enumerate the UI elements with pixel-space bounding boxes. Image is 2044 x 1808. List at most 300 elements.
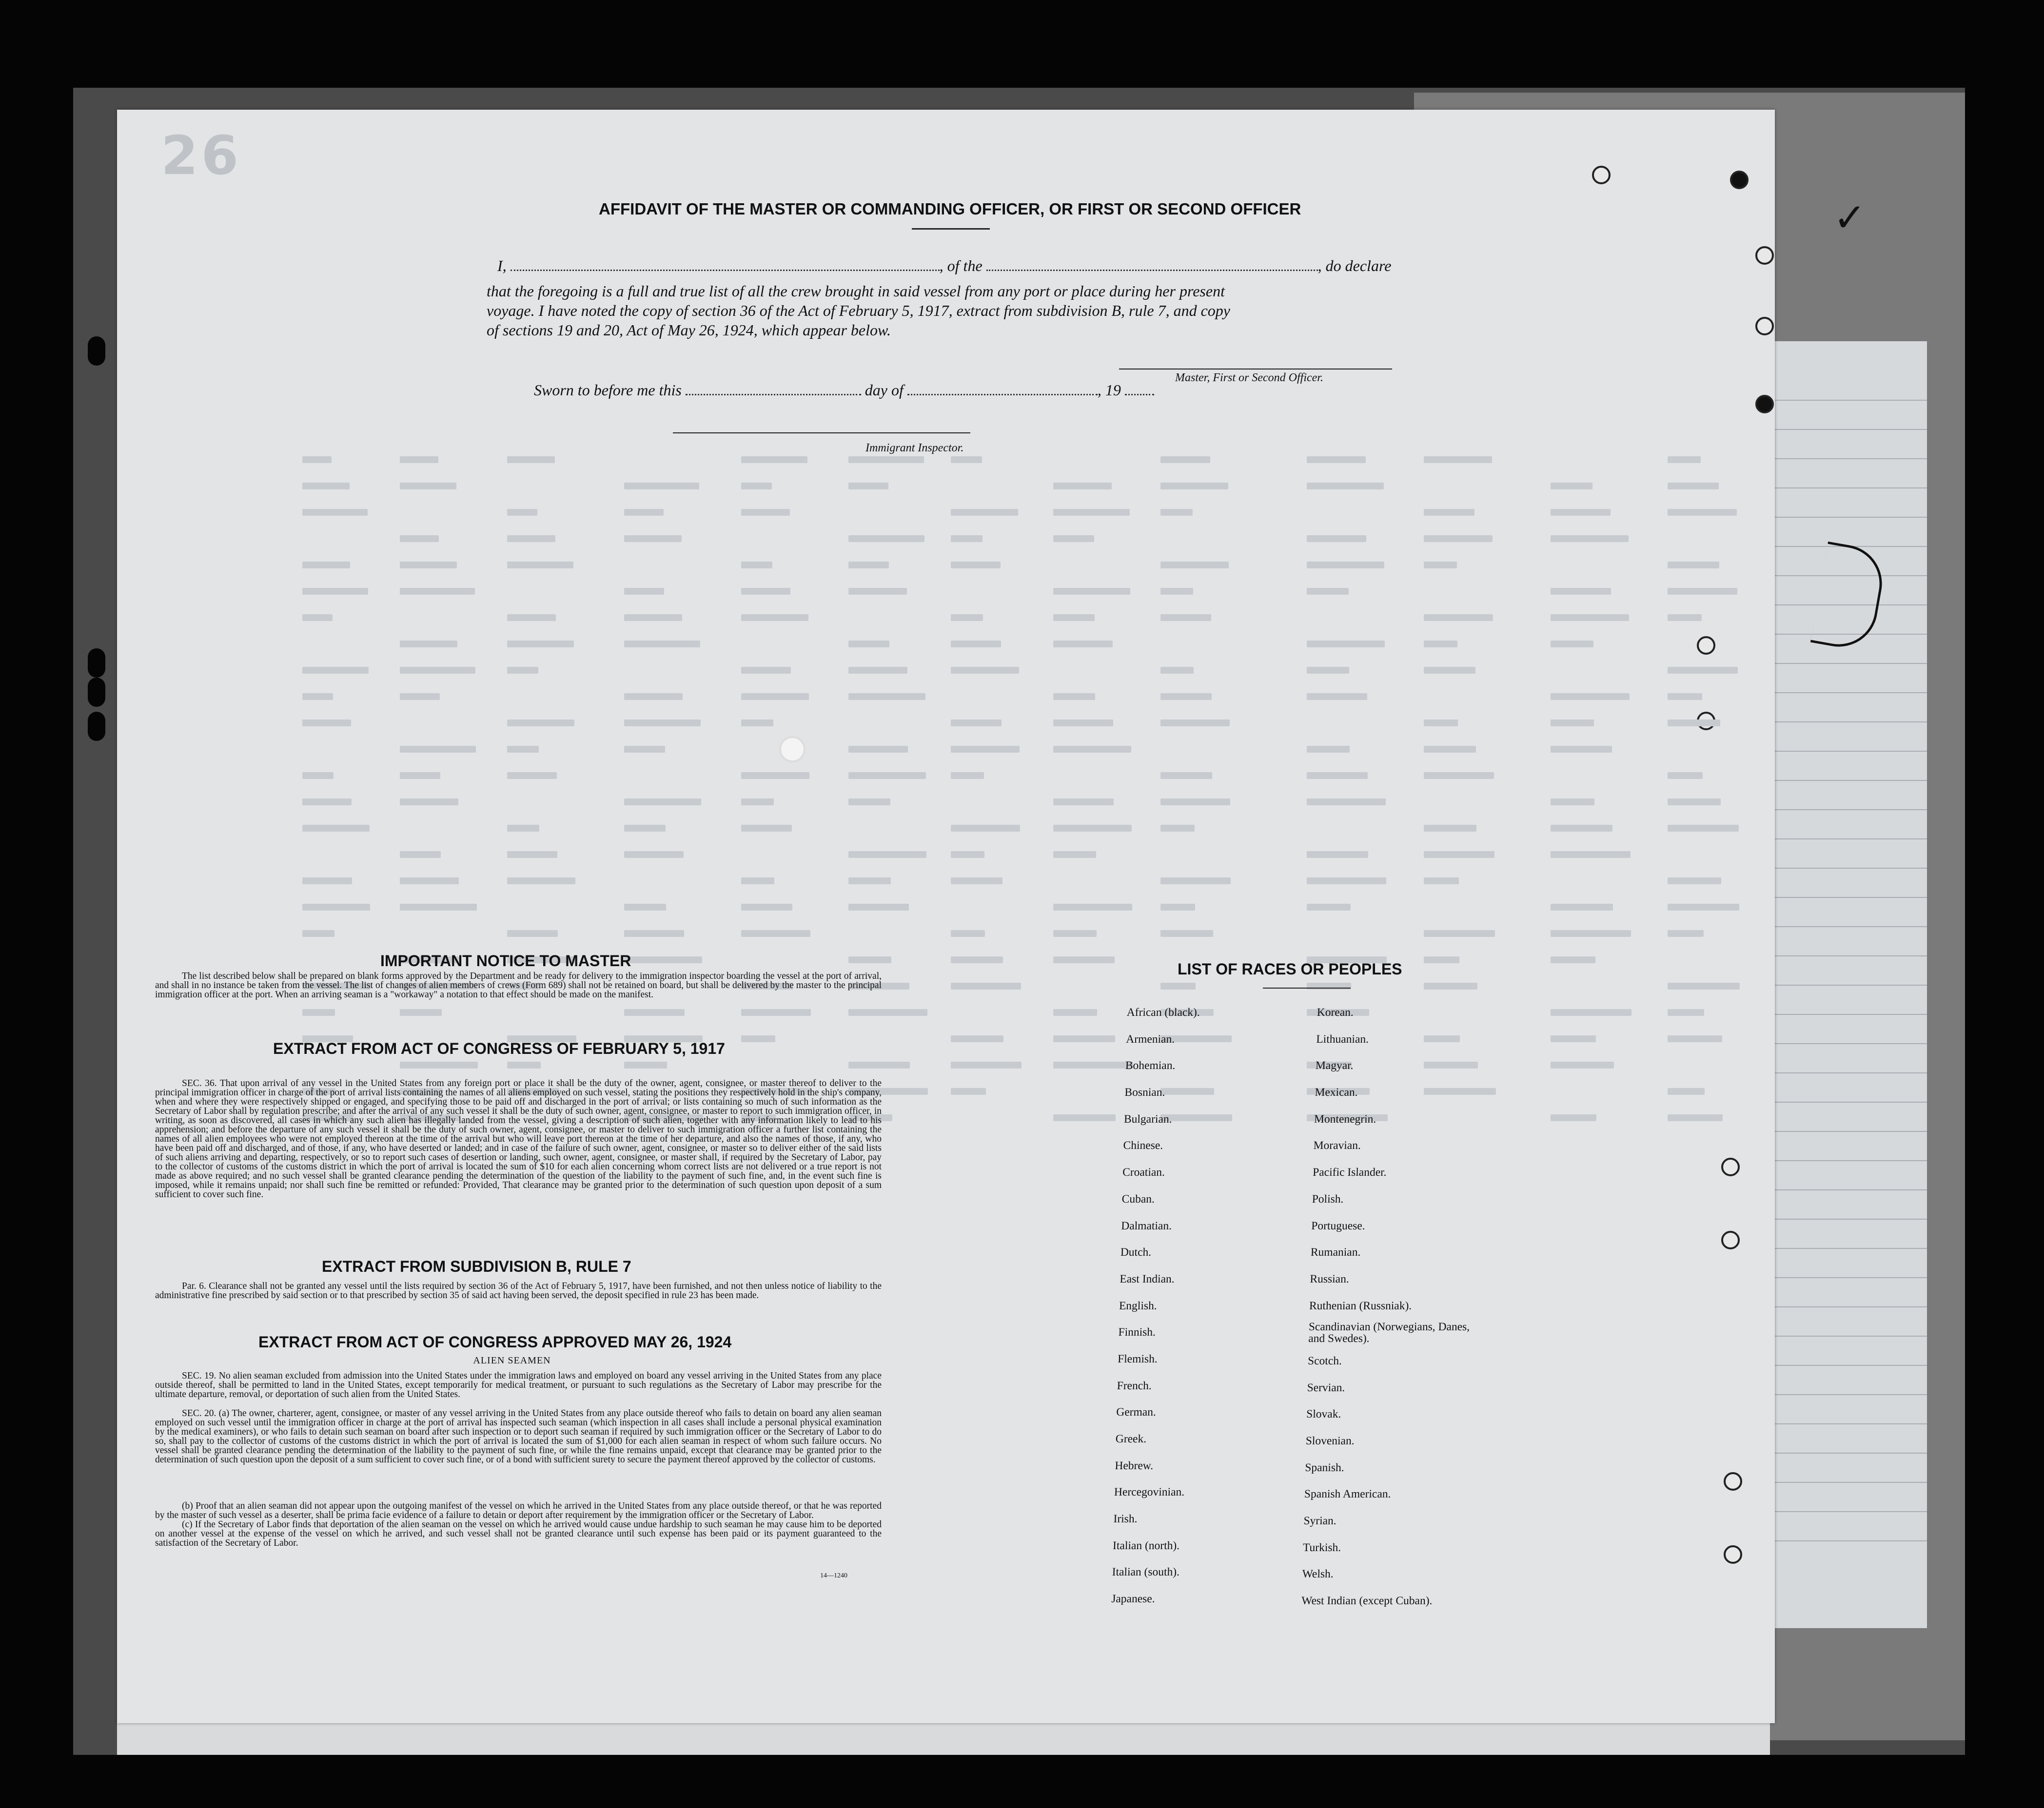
ghost-cell: [1551, 746, 1612, 753]
ring-hole-icon: [1730, 171, 1749, 189]
ghost-cell: [302, 798, 352, 805]
ghost-cell: [507, 746, 539, 753]
race-item: Armenian.: [1125, 1032, 1175, 1046]
race-item: Lithuanian.: [1316, 1032, 1369, 1046]
ghost-cell: [1160, 456, 1210, 463]
ghost-cell: [624, 930, 684, 937]
ghost-cell: [848, 535, 924, 542]
ghost-cell: [1668, 772, 1703, 779]
race-item: African (black).: [1126, 1006, 1200, 1019]
ghost-cell: [741, 562, 772, 568]
races-title: LIST OF RACES OR PEOPLES: [1178, 960, 1402, 978]
extract-1924-title: EXTRACT FROM ACT OF CONGRESS APPROVED MAY 26, 1924: [258, 1333, 732, 1351]
race-item: Italian (north).: [1112, 1539, 1180, 1552]
ghost-cell: [1160, 930, 1213, 937]
race-item: Hercegovinian.: [1114, 1486, 1185, 1499]
ghost-cell: [302, 930, 334, 937]
ghost-cell: [1053, 614, 1095, 621]
punch-hole: [88, 712, 105, 741]
ghost-cell: [1668, 1088, 1705, 1095]
ghost-cell: [507, 1062, 541, 1069]
ghost-cell: [951, 1062, 1022, 1069]
ghost-cell: [848, 1062, 910, 1069]
ghost-cell: [507, 535, 555, 542]
ghost-cell: [951, 877, 1002, 884]
ghost-cell: [951, 535, 983, 542]
ghost-cell: [1551, 798, 1594, 805]
ghost-row: [302, 659, 1741, 685]
ghost-cell: [951, 1088, 986, 1095]
ghost-cell: [1053, 930, 1097, 937]
ghost-cell: [1053, 588, 1130, 595]
handwritten-mark: ✓: [1833, 195, 1867, 240]
ghost-cell: [1053, 1062, 1133, 1069]
ghost-cell: [1424, 509, 1474, 516]
ghost-cell: [1160, 772, 1212, 779]
ghost-cell: [848, 798, 890, 805]
ghost-cell: [1160, 667, 1194, 674]
ghost-cell: [1307, 746, 1350, 753]
ghost-cell: [624, 641, 700, 647]
ghost-cell: [624, 798, 701, 805]
ghost-cell: [1668, 483, 1719, 489]
ghost-row: [302, 448, 1741, 475]
ghost-cell: [624, 719, 701, 726]
ghost-cell: [1424, 614, 1493, 621]
ghost-cell: [848, 904, 909, 911]
race-item: Slovak.: [1306, 1408, 1341, 1421]
ghost-row: [302, 791, 1741, 817]
ghost-cell: [1160, 798, 1230, 805]
ghost-cell: [1053, 1114, 1116, 1121]
declaration-line-2: that the foregoing is a full and true list of all the crew brought in said vessel from any port or place during her present: [487, 282, 1225, 300]
ghost-cell: [1307, 904, 1351, 911]
ghost-cell: [848, 641, 889, 647]
ghost-cell: [1668, 798, 1721, 805]
ghost-cell: [1160, 719, 1230, 726]
ghost-cell: [1053, 851, 1096, 858]
ghost-cell: [302, 1009, 335, 1016]
ghost-cell: [400, 1009, 442, 1016]
ghost-row: [302, 527, 1741, 554]
ghost-cell: [507, 641, 574, 647]
ghost-cell: [507, 772, 557, 779]
race-item: East Indian.: [1120, 1272, 1175, 1285]
bleed-through-manifest: [302, 448, 1741, 1131]
ghost-cell: [1551, 1062, 1614, 1069]
ghost-cell: [1551, 535, 1629, 542]
ghost-cell: [951, 983, 1021, 990]
ghost-cell: [1307, 456, 1366, 463]
ghost-cell: [624, 746, 665, 753]
ghost-cell: [741, 877, 774, 884]
ghost-cell: [1053, 509, 1130, 516]
ghost-cell: [400, 798, 458, 805]
notice-title: IMPORTANT NOTICE TO MASTER: [380, 952, 631, 970]
ghost-row: [302, 1054, 1741, 1080]
ghost-cell: [848, 746, 908, 753]
ghost-cell: [1307, 693, 1367, 700]
ghost-cell: [1053, 904, 1132, 911]
ghost-cell: [400, 851, 441, 858]
ghost-cell: [400, 667, 475, 674]
ghost-cell: [741, 1009, 811, 1016]
ghost-cell: [400, 535, 439, 542]
ghost-cell: [1053, 483, 1112, 489]
race-item: Finnish.: [1118, 1326, 1156, 1339]
ring-hole-icon: [1721, 1158, 1740, 1176]
ghost-cell: [302, 588, 368, 595]
ghost-cell: [1424, 719, 1458, 726]
race-item: Bohemian.: [1125, 1059, 1176, 1072]
ghost-cell: [741, 483, 772, 489]
ghost-cell: [741, 667, 791, 674]
declaration-line-4: of sections 19 and 20, Act of May 26, 1924, which appear below.: [487, 321, 891, 339]
rule7-title: EXTRACT FROM SUBDIVISION B, RULE 7: [322, 1258, 631, 1275]
ghost-cell: [1424, 535, 1493, 542]
sec19-text: SEC. 19. No alien seaman excluded from admission into the United States under the immigration laws and employed on board any vessel arriving in the United States from any place outside thereof, shall be permitted to land in the United States, except temporarily for medical treatment, or pursuant to such regulations as the Secretary of Labor may prescribe for the ultimate departure, removal, or deportation of such alien from the United States.: [155, 1371, 882, 1400]
race-item: Montenegrin.: [1314, 1112, 1376, 1126]
race-item: Servian.: [1307, 1381, 1345, 1394]
ghost-cell: [624, 483, 699, 489]
ghost-cell: [624, 509, 664, 516]
sec20a-text: SEC. 20. (a) The owner, charterer, agent, consignee, or master of any vessel arriving in the United States from any place outside thereof who fails to detain on board any alien seaman employed on such vessel until the immigration officer in charge at the port of arrival has inspected such seaman (which inspection in all cases shall include a personal physical examination by the medical examiners), or who fails to detain such seaman on board after such inspection or to deport such seaman if required by such immigration officer or the Secretary of Labor to do so, shall pay to the collector of customs of the customs district in which the port of arrival is located the sum of $1,000 for each alien seaman in respect of whom such failure occurs. No vessel shall be granted clearance pending the determination of the liability to the payment of such fine, or while the fine remains unpaid, except that clearance may be granted prior to the determination of such question upon the deposit of a sum sufficient to cover such fine, or of a bond with sufficient surety to secure the payment thereof approved by the collector of customs.: [155, 1408, 882, 1465]
ghost-cell: [1053, 719, 1113, 726]
ghost-cell: [507, 614, 556, 621]
ghost-cell: [1053, 825, 1132, 832]
race-item: Welsh.: [1302, 1568, 1334, 1581]
ghost-cell: [1160, 904, 1195, 911]
ghost-cell: [848, 851, 926, 858]
ghost-cell: [951, 667, 1019, 674]
ghost-cell: [1551, 956, 1595, 963]
ghost-cell: [624, 825, 666, 832]
ghost-cell: [400, 746, 476, 753]
ghost-cell: [400, 693, 440, 700]
ghost-cell: [302, 877, 352, 884]
sec20c-text: (c) If the Secretary of Labor finds that deportation of the alien seaman on the vessel on which he arrived would cause undue hardship to such seaman he may cause him to be deported on another vessel at the expense of the vessel on which he arrived, and such vessel shall not be granted clearance until such expense has been paid or its payment guaranteed to the satisfaction of the Secretary of Labor.: [155, 1519, 882, 1548]
ghost-cell: [507, 456, 555, 463]
ring-hole-icon: [1755, 246, 1774, 265]
ghost-cell: [1551, 1114, 1596, 1121]
ghost-cell: [507, 667, 538, 674]
ghost-cell: [741, 772, 809, 779]
race-item: Rumanian.: [1310, 1246, 1361, 1259]
race-item: Moravian.: [1313, 1139, 1361, 1152]
ghost-cell: [951, 746, 1020, 753]
ghost-cell: [848, 456, 924, 463]
inspector-caption: Immigrant Inspector.: [865, 442, 964, 454]
ghost-cell: [1551, 614, 1629, 621]
ghost-cell: [741, 825, 792, 832]
ghost-cell: [1551, 904, 1613, 911]
ghost-cell: [1551, 930, 1631, 937]
punch-hole: [88, 336, 105, 366]
ghost-cell: [1307, 877, 1386, 884]
races-right-column: [1301, 999, 1493, 1614]
ghost-cell: [951, 956, 1003, 963]
race-item: Italian (south).: [1112, 1566, 1180, 1579]
ghost-cell: [302, 509, 368, 516]
ghost-cell: [1668, 930, 1704, 937]
ghost-cell: [951, 562, 1001, 568]
ghost-cell: [1668, 1114, 1723, 1121]
ghost-cell: [1424, 825, 1476, 832]
declaration-line-1: I, , of the , do declare: [497, 257, 1392, 274]
ring-hole-icon: [1724, 1545, 1742, 1564]
inspector-signature-line: [673, 432, 970, 433]
ghost-cell: [302, 693, 333, 700]
race-item: West Indian (except Cuban).: [1301, 1594, 1433, 1608]
ghost-row: [302, 685, 1741, 712]
extract-1917-text: SEC. 36. That upon arrival of any vessel in the United States from any foreign port or place it shall be the duty of the owner, agent, consignee, or master thereof to deliver to the principal immigration officer in charge of the port of arrival lists containing the names of all aliens employed on such vessel, stating the positions they respectively hold in the ship's company, when and where they were respectively shipped or engaged, and specifying those to be paid off and discharged in the port of arrival; or lists containing so much of such information as the Secretary of Labor shall by regulation prescribe; and after the arrival of any such vessel it shall be the duty of such owner, agent, consignee, or master to report to such immigration officer, in writing, as soon as discovered, all cases in which any such alien has illegally landed from the vessel, giving a description of such alien, together with any information likely to lead to his apprehension; and before the departure of any such vessel it shall be the duty of such owner, agent, consignee, or master to deliver to such immigration officer a further list containing the names of all alien employees who were not employed thereon at the time of the arrival but who will leave port thereon at the time of her departure, and also the names of those, if any, who have been paid off and discharged, and of those, if any, who have deserted or landed; and in case of the failure of such owner, agent, consignee, or master so to deliver either of the said lists of such aliens arriving and departing, respectively, or so to report such cases of desertion or landing, such owner, agent, consignee, or master shall, if required by the Secretary of Labor, pay to the collector of customs of the customs district in which the port of arrival is located the sum of $10 for each alien concerning whom correct lists are not delivered or a true report is not made as above required; and no such vessel shall be granted clearance pending the determination of the question of the liability to the payment of such fine, and, in the event such fine is imposed, while it remains unpaid; nor shall such fine be remitted or refunded: Provided, That clearance may be granted prior to the determination of such question upon deposit of a sum sufficient to cover such fine.: [155, 1078, 882, 1200]
ghost-cell: [400, 588, 475, 595]
race-item: Dalmatian.: [1120, 1219, 1172, 1232]
race-item: Polish.: [1312, 1192, 1344, 1205]
ghost-cell: [624, 904, 666, 911]
ghost-cell: [1551, 719, 1594, 726]
declaration-line-3: voyage. I have noted the copy of section 36 of the Act of February 5, 1917, extract from subdivision B, rule 7, and copy: [487, 302, 1230, 319]
race-item: Scotch.: [1307, 1354, 1342, 1367]
ghost-cell: [507, 719, 574, 726]
ghost-cell: [951, 825, 1020, 832]
ghost-cell: [507, 509, 537, 516]
ghost-cell: [400, 772, 440, 779]
ghost-cell: [1668, 693, 1702, 700]
race-item: English.: [1119, 1299, 1158, 1312]
ring-hole-icon: [1721, 1231, 1740, 1249]
race-item: Magyar.: [1315, 1059, 1354, 1072]
ghost-cell: [624, 956, 702, 963]
ghost-cell: [1053, 956, 1115, 963]
ghost-cell: [1160, 614, 1211, 621]
ghost-cell: [1424, 746, 1476, 753]
race-item: Korean.: [1317, 1006, 1354, 1019]
ghost-row: [302, 870, 1741, 896]
race-item: Mexican.: [1315, 1086, 1358, 1099]
race-item: Chinese.: [1123, 1139, 1163, 1152]
sec20b-text: (b) Proof that an alien seaman did not appear upon the outgoing manifest of the vessel on which he arrived in the United States from any place outside thereof, or that he was reported by the master of such vessel as a deserter, shall be prima facie evidence of a failure to detain or deport after requirement by the immigration officer or the Secretary of Labor.: [155, 1501, 882, 1520]
ghost-row: [302, 738, 1741, 764]
ghost-row: [302, 1001, 1741, 1028]
ring-hole-icon: [1755, 395, 1774, 413]
ghost-cell: [1160, 825, 1195, 832]
ghost-cell: [1160, 877, 1231, 884]
ghost-cell: [1551, 509, 1611, 516]
ghost-cell: [1160, 562, 1229, 568]
ghost-cell: [1551, 483, 1592, 489]
ghost-cell: [848, 1009, 927, 1016]
ghost-cell: [1551, 1009, 1631, 1016]
race-item: German.: [1116, 1406, 1157, 1419]
ghost-cell: [1668, 1035, 1722, 1042]
ghost-cell: [1307, 535, 1366, 542]
ghost-cell: [1668, 719, 1720, 726]
ghost-cell: [1668, 509, 1737, 516]
race-item: Dutch.: [1120, 1246, 1152, 1259]
ghost-cell: [1424, 851, 1494, 858]
ghost-cell: [1053, 1009, 1097, 1016]
punch-hole: [88, 648, 105, 678]
ghost-cell: [848, 693, 925, 700]
ghost-cell: [951, 641, 1001, 647]
extract-1917-title: EXTRACT FROM ACT OF CONGRESS OF FEBRUARY 5, 1917: [273, 1040, 725, 1057]
ghost-cell: [1551, 851, 1631, 858]
ghost-cell: [400, 1062, 478, 1069]
ring-hole-icon: [1755, 317, 1774, 335]
race-item: Cuban.: [1121, 1192, 1155, 1205]
ghost-cell: [1424, 562, 1457, 568]
ghost-cell: [741, 588, 790, 595]
race-item: Bulgarian.: [1123, 1112, 1172, 1126]
rule7-text: Par. 6. Clearance shall not be granted any vessel until the lists required by section 36 of the Act of February 5, 1917, have been furnished, and not then unless notice of liability to the administrative fine prescribed by said section or to that prescribed by section 35 of said act having been served, the deposit specified in rule 23 has been made.: [155, 1281, 882, 1301]
ghost-cell: [848, 562, 889, 568]
ring-hole-icon: [1724, 1472, 1742, 1491]
races-rule: [1263, 988, 1351, 989]
ghost-cell: [1424, 456, 1492, 463]
ghost-row: [302, 580, 1741, 606]
race-item: Slovenian.: [1305, 1435, 1355, 1447]
ghost-cell: [1053, 798, 1114, 805]
ghost-row: [302, 606, 1741, 633]
ghost-cell: [507, 851, 557, 858]
ghost-cell: [302, 772, 334, 779]
ghost-cell: [1424, 641, 1457, 647]
ghost-cell: [1424, 983, 1477, 990]
ghost-cell: [1668, 614, 1702, 621]
ghost-cell: [1053, 746, 1131, 753]
ghost-cell: [1424, 930, 1495, 937]
punch-hole: [88, 678, 105, 707]
signer-caption: Master, First or Second Officer.: [1175, 371, 1323, 384]
ghost-cell: [400, 456, 438, 463]
ghost-cell: [400, 562, 457, 568]
ghost-cell: [1668, 904, 1739, 911]
race-item: Japanese.: [1111, 1593, 1155, 1606]
ghost-cell: [302, 483, 350, 489]
race-item: Pacific Islander.: [1312, 1166, 1387, 1179]
ghost-cell: [507, 562, 573, 568]
race-item: Croatian.: [1122, 1166, 1165, 1179]
ghost-cell: [741, 456, 807, 463]
ghost-cell: [951, 851, 984, 858]
race-item: Syrian.: [1303, 1515, 1337, 1528]
ghost-cell: [951, 719, 1002, 726]
ghost-cell: [302, 456, 332, 463]
ghost-cell: [1668, 1009, 1704, 1016]
race-item: Irish.: [1113, 1513, 1138, 1526]
ghost-cell: [1307, 772, 1368, 779]
ghost-cell: [848, 483, 888, 489]
ghost-cell: [624, 1062, 667, 1069]
ghost-cell: [1551, 641, 1593, 647]
ghost-cell: [302, 904, 370, 911]
ghost-cell: [400, 483, 456, 489]
ghost-cell: [302, 825, 370, 832]
ghost-row: [302, 817, 1741, 843]
ghost-cell: [1668, 456, 1701, 463]
ghost-row: [302, 554, 1741, 580]
ghost-cell: [741, 1035, 775, 1042]
ghost-cell: [1160, 483, 1228, 489]
ghost-cell: [507, 825, 539, 832]
ghost-cell: [951, 772, 984, 779]
ring-hole-icon: [1592, 166, 1611, 184]
ghost-cell: [1668, 588, 1737, 595]
ghost-cell: [1424, 772, 1494, 779]
ghost-cell: [741, 693, 809, 700]
ghost-cell: [507, 930, 558, 937]
ghost-row: [302, 896, 1741, 922]
ghost-cell: [1307, 562, 1384, 568]
ghost-cell: [1424, 667, 1475, 674]
ghost-cell: [741, 798, 774, 805]
race-item: Flemish.: [1117, 1352, 1158, 1365]
ghost-cell: [624, 535, 682, 542]
ghost-cell: [1053, 535, 1094, 542]
ghost-cell: [1307, 667, 1349, 674]
race-item: French.: [1117, 1379, 1152, 1392]
ghost-cell: [848, 772, 926, 779]
ghost-cell: [1551, 1035, 1596, 1042]
ghost-cell: [1668, 877, 1721, 884]
ghost-cell: [1424, 877, 1459, 884]
ghost-cell: [741, 509, 790, 516]
ghost-cell: [848, 588, 907, 595]
ghost-cell: [1307, 641, 1385, 647]
race-item: Spanish American.: [1304, 1488, 1391, 1501]
ghost-cell: [848, 877, 891, 884]
ghost-cell: [1307, 588, 1349, 595]
ghost-cell: [1551, 588, 1611, 595]
ghost-row: [302, 712, 1741, 738]
ghost-row: [302, 633, 1741, 659]
ghost-cell: [1424, 956, 1459, 963]
ghost-row: [302, 501, 1741, 527]
race-item: Scandinavian (Norwegians, Danes, and Swedes).: [1308, 1321, 1470, 1345]
ghost-cell: [1307, 483, 1384, 489]
ghost-cell: [1053, 693, 1095, 700]
ghost-cell: [400, 877, 459, 884]
ghost-cell: [1307, 851, 1368, 858]
ghost-row: [302, 475, 1741, 501]
sworn-line: Sworn to before me this day of , 19: [534, 380, 1154, 400]
ghost-cell: [741, 904, 792, 911]
ghost-cell: [1668, 983, 1740, 990]
ghost-cell: [624, 614, 682, 621]
title-rule: [912, 228, 990, 230]
ghost-cell: [1053, 1035, 1115, 1042]
race-item: Russian.: [1310, 1272, 1350, 1285]
notice-text: The list described below shall be prepared on blank forms approved by the Department and be ready for delivery to the immigration inspector boarding the vessel at the port of arrival, and shall in no instance be taken from the vessel. The list of changes of alien members of crews (Form 689) shall not be retained on board, but shall be delivered by the master to the principal immigration officer at the port. When an arriving seaman is a "workaway" a notation to that effect should be made on the manifest.: [155, 971, 882, 1000]
race-item: Bosnian.: [1124, 1086, 1165, 1099]
ghost-cell: [741, 719, 773, 726]
ghost-cell: [1160, 509, 1193, 516]
ghost-cell: [1668, 667, 1738, 674]
ghost-cell: [1551, 825, 1612, 832]
ghost-cell: [624, 693, 683, 700]
ghost-cell: [624, 588, 664, 595]
affidavit-title: AFFIDAVIT OF THE MASTER OR COMMANDING OFFICER, OR FIRST OR SECOND OFFICER: [599, 200, 1301, 218]
ghost-cell: [507, 877, 575, 884]
ghost-cell: [951, 930, 985, 937]
race-item: Greek.: [1115, 1433, 1147, 1445]
ghost-cell: [741, 614, 808, 621]
ghost-cell: [951, 456, 982, 463]
ghost-cell: [848, 667, 907, 674]
ghost-cell: [1551, 693, 1630, 700]
ghost-cell: [302, 719, 351, 726]
